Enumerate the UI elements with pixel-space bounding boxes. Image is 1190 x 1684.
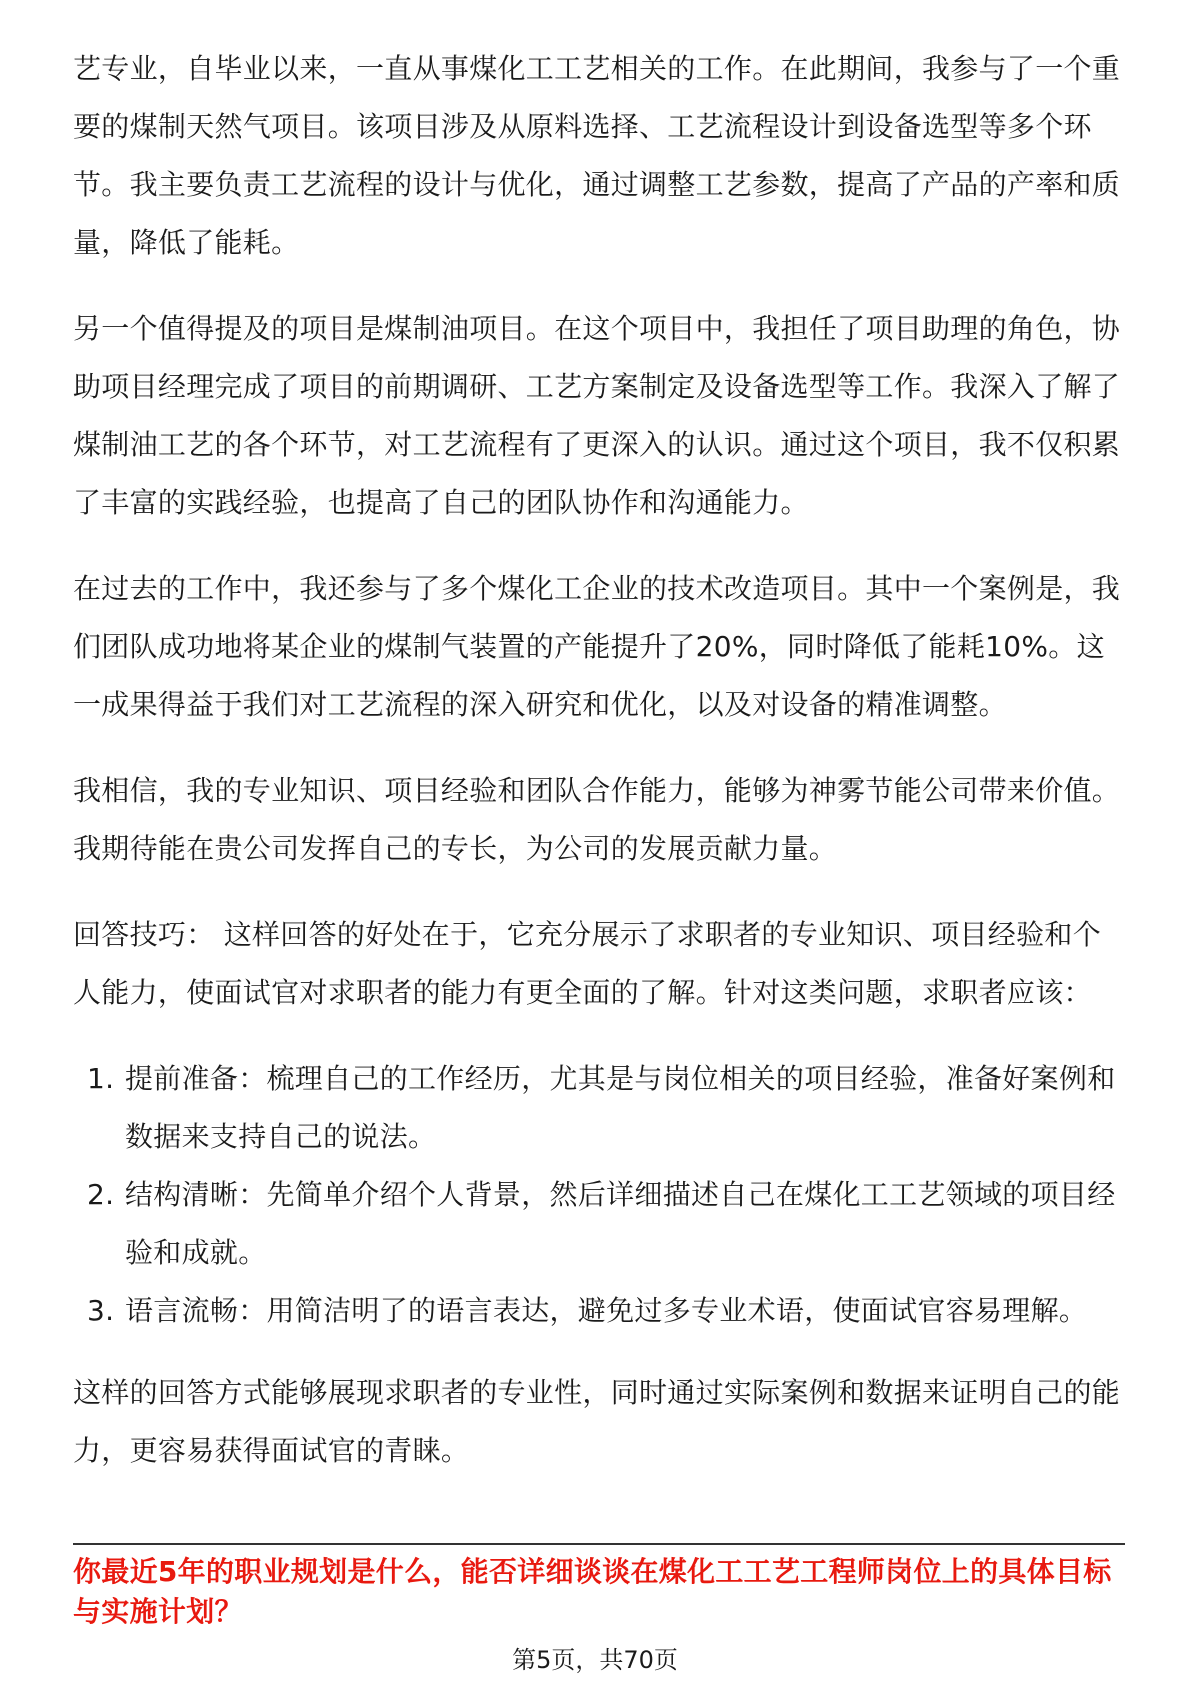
- list-item-text: 语言流畅：用简洁明了的语言表达，避免过多专业术语，使面试官容易理解。: [125, 1294, 1088, 1327]
- tips-list: [73, 1050, 1125, 1340]
- list-item-number: 1.: [87, 1062, 115, 1095]
- page-number-footer: 第5页，共70页: [512, 1646, 678, 1674]
- section-divider: [73, 1543, 1125, 1545]
- paragraph-closing: 这样的回答方式能够展现求职者的专业性，同时通过实际案例和数据来证明自己的能力，更容易获得面试官的青睐。: [73, 1376, 1121, 1467]
- list-item-text: 提前准备：梳理自己的工作经历，尤其是与岗位相关的项目经验，准备好案例和数据来支持自己的说法。: [125, 1062, 1116, 1153]
- document-body: [73, 40, 1125, 1508]
- list-item-text: 结构清晰：先简单介绍个人背景，然后详细描述自己在煤化工工艺领域的项目经验和成就。: [125, 1178, 1116, 1269]
- paragraph-tech-renovation: 在过去的工作中，我还参与了多个煤化工企业的技术改造项目。其中一个案例是，我们团队成功地将某企业的煤制气装置的产能提升了20%，同时降低了能耗10%。这一成果得益于我们对工艺流程的深入研究和优化，以及对设备的精准调整。: [73, 572, 1121, 721]
- list-item-number: 2.: [87, 1178, 115, 1211]
- list-item: [73, 1166, 1125, 1282]
- list-item: [73, 1282, 1125, 1340]
- next-question-heading: 你最近5年的职业规划是什么，能否详细谈谈在煤化工工艺工程师岗位上的具体目标与实施计划？: [73, 1555, 1112, 1628]
- paragraph-conclusion: 我相信，我的专业知识、项目经验和团队合作能力，能够为神雾节能公司带来价值。我期待能在贵公司发挥自己的专长，为公司的发展贡献力量。: [73, 774, 1121, 865]
- list-item: [73, 1050, 1125, 1166]
- paragraph-coal-to-oil: 另一个值得提及的项目是煤制油项目。在这个项目中，我担任了项目助理的角色，协助项目经理完成了项目的前期调研、工艺方案制定及设备选型等工作。我深入了解了煤制油工艺的各个环节，对工艺流程有了更深入的认识。通过这个项目，我不仅积累了丰富的实践经验，也提高了自己的团队协作和沟通能力。: [73, 312, 1121, 519]
- list-item-number: 3.: [87, 1294, 115, 1327]
- paragraph-experience-intro: 艺专业，自毕业以来，一直从事煤化工工艺相关的工作。在此期间，我参与了一个重要的煤制天然气项目。该项目涉及从原料选择、工艺流程设计到设备选型等多个环节。我主要负责工艺流程的设计与优化，通过调整工艺参数，提高了产品的产率和质量，降低了能耗。: [73, 52, 1121, 259]
- paragraph-answer-tips: 回答技巧： 这样回答的好处在于，它充分展示了求职者的专业知识、项目经验和个人能力，使面试官对求职者的能力有更全面的了解。针对这类问题，求职者应该：: [73, 918, 1102, 1009]
